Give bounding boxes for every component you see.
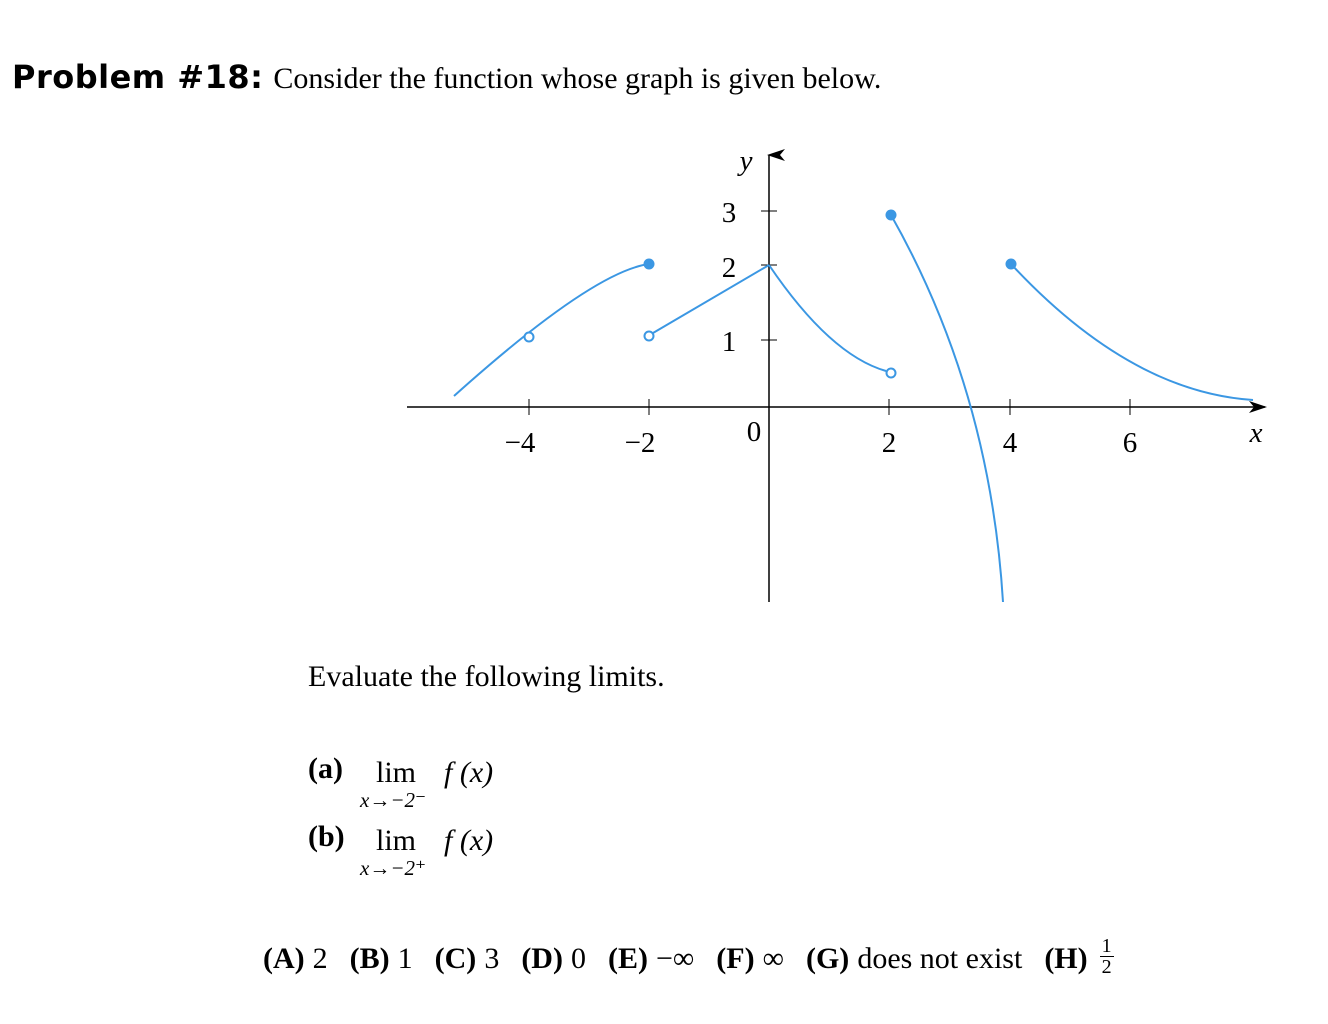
closed-point	[886, 210, 897, 221]
closed-point	[1006, 259, 1017, 270]
answer-choices	[263, 935, 1114, 979]
open-point	[525, 333, 534, 342]
lim-word: lim	[376, 756, 417, 789]
choice-g[interactable]: (G) does not exist	[805, 941, 1023, 975]
x-axis-label: x	[1249, 417, 1263, 449]
x-tick-label: 0	[746, 416, 762, 448]
problem-prompt: Consider the function whose graph is given below.	[273, 62, 882, 95]
choice-a[interactable]: (A) 2	[263, 941, 328, 975]
open-point	[887, 369, 896, 378]
curve-piece-left	[454, 264, 649, 396]
lim-word: lim	[376, 824, 417, 857]
y-tick-label: 2	[721, 252, 737, 284]
choice-c[interactable]: (C) 3	[434, 941, 500, 975]
lim-approach: x→−2⁻	[360, 788, 427, 812]
open-point	[645, 332, 654, 341]
x-tick-label: −4	[504, 427, 536, 459]
y-tick-label: 3	[721, 197, 737, 229]
lim-function: f (x)	[444, 756, 494, 789]
choice-d[interactable]: (D) 0	[521, 941, 586, 975]
choice-e[interactable]: (E) −∞	[607, 941, 695, 975]
x-tick-label: 6	[1122, 427, 1138, 459]
y-axis-label: y	[739, 145, 753, 177]
x-tick-label: 4	[1002, 427, 1018, 459]
problem-label: Problem #18:	[12, 58, 264, 96]
curve-piece-line	[653, 265, 769, 333]
curve-piece-right	[1011, 264, 1253, 400]
choice-h[interactable]: (H) $\frac{1}{2}$	[1044, 935, 1112, 978]
lim-approach: x→−2⁺	[360, 856, 427, 880]
y-tick-label: 1	[721, 326, 737, 358]
closed-point	[644, 259, 655, 270]
part-label: (a)	[308, 752, 343, 785]
choice-f[interactable]: (F) ∞	[716, 941, 784, 975]
choice-b[interactable]: (B) 1	[349, 941, 413, 975]
fraction: $\frac{1}{2}$	[1101, 935, 1112, 978]
curve	[454, 215, 1253, 602]
lim-function: f (x)	[444, 824, 494, 857]
curve-piece-steep	[891, 215, 1003, 602]
part-label: (b)	[308, 820, 345, 853]
curve-piece-middle	[769, 265, 886, 371]
limit-a	[308, 752, 608, 812]
limit-b	[308, 820, 608, 880]
instruction-text: Evaluate the following limits.	[308, 660, 665, 693]
x-tick-label: 2	[881, 427, 897, 459]
x-tick-label: −2	[624, 427, 656, 459]
